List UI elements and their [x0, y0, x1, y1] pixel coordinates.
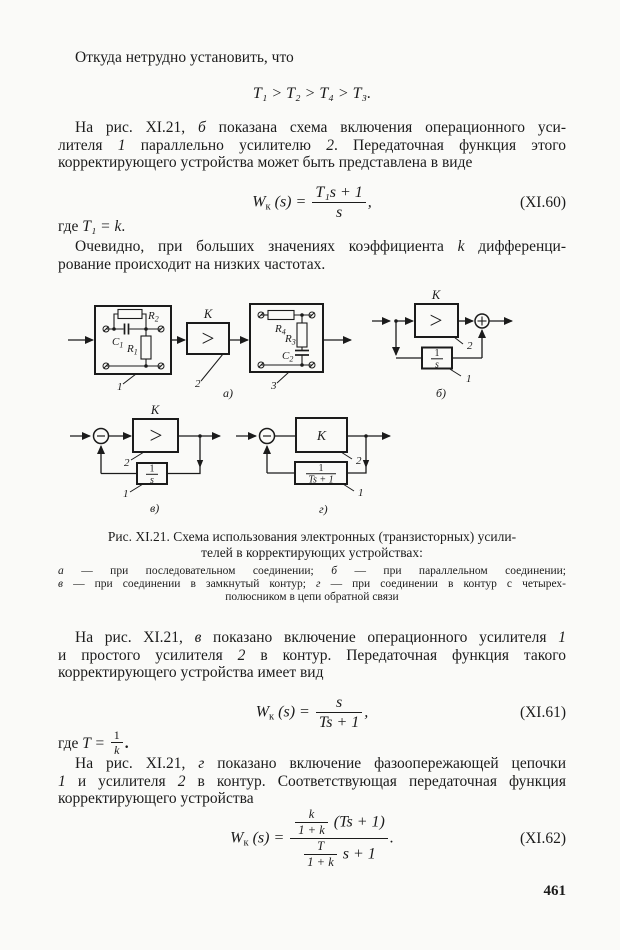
ref-italic: в: [194, 629, 202, 646]
feedback-wire: [167, 436, 200, 474]
caption-detail-line-3: полюсником в цепи обратной связи: [225, 591, 399, 603]
ref-italic: 1: [58, 772, 66, 790]
block-number-1: 1: [123, 488, 129, 500]
block-number-3: 3: [271, 380, 277, 392]
outer-numerator: [290, 808, 388, 839]
capacitor-c2: [295, 351, 309, 366]
resistor-r2: [114, 310, 146, 330]
paragraph-4-line-1: [58, 629, 566, 647]
formula-punct: ,: [367, 193, 372, 211]
ref-italic: 2: [237, 646, 246, 664]
fraction-numerator: T: [304, 840, 336, 855]
text-run: показана схема включения операционного уси-: [205, 119, 566, 136]
equation-number: (XI.61): [519, 703, 566, 721]
text-run: На рис. XI.21,: [75, 119, 199, 136]
outer-denominator: [290, 839, 388, 869]
block-amplifier: [124, 403, 178, 469]
caption-detail-line-2: [58, 578, 566, 591]
text-run: показано включение фазоопережающей цепочки: [204, 755, 566, 772]
amplifier-symbol: >: [201, 326, 215, 351]
figure-xi21: [40, 281, 600, 521]
ref-italic: 2: [326, 136, 334, 154]
caption-line-2: телей в корректирующих устройствах:: [201, 545, 423, 560]
fraction-denominator: k: [114, 743, 120, 757]
gain-label: К: [317, 428, 326, 443]
equation-62-body: [230, 808, 394, 870]
block-amplifier-k: [296, 418, 362, 467]
text-run: — при соединении в замкнутый контур;: [63, 578, 316, 590]
text-run: На рис. XI.21,: [75, 629, 195, 646]
paragraph-3-line-1: [58, 238, 566, 256]
text-run: в контур. Передаточная функция такого: [245, 646, 566, 664]
formula-lhs: (s) =: [270, 193, 311, 211]
subfigure-label-v: в): [150, 501, 160, 515]
label-r1: $R_1$: [127, 343, 138, 357]
outer-fraction: [290, 808, 388, 870]
block-integrator: [123, 463, 167, 500]
ref-italic: б: [198, 119, 206, 136]
text-run: . Передаточная функция этого: [333, 136, 566, 154]
fraction: [316, 694, 362, 732]
ref-italic: 2: [177, 772, 186, 790]
fraction-numerator: k: [295, 808, 327, 823]
text-run: дифференци-: [464, 238, 566, 255]
block-number-1: 1: [358, 487, 364, 499]
inequality-text: T₁ > T₂ > T₄ > T₃.: [252, 85, 372, 102]
formula-punct: ,: [364, 703, 369, 721]
fraction: [312, 184, 365, 222]
paragraph-2: [58, 119, 566, 172]
ref-italic: г: [316, 578, 321, 590]
capacitor-c1: [125, 324, 129, 335]
equation-inequality: [58, 85, 566, 103]
equation-number: (XI.60): [519, 193, 566, 211]
ref-italic: а: [58, 565, 64, 577]
fraction-denominator: 1 + k: [298, 823, 325, 838]
text-run: корректирующего устройства имеет вид: [58, 664, 324, 681]
text-run: — при соединении в контур с четырех-: [320, 578, 566, 590]
resistor-r4: [268, 311, 294, 320]
caption-detail-line-1: [58, 565, 566, 578]
block-number-1: 1: [466, 373, 472, 385]
integrator-numerator: 1: [434, 348, 440, 359]
fraction-denominator: 1 + k: [307, 855, 334, 870]
paragraph-5-line-2: [58, 773, 566, 791]
fraction-numerator: s: [316, 694, 362, 713]
formula-run: s + 1: [338, 845, 376, 863]
formula-lhs: (s) =: [274, 703, 314, 721]
subfigure-label-a: а): [223, 386, 233, 400]
summing-junction-minus: [260, 429, 275, 444]
page-number: 461: [543, 883, 566, 899]
text-run: корректирующего устройства: [58, 790, 254, 807]
paragraph-3-line-2: [58, 256, 566, 274]
lag-numerator: 1: [318, 463, 324, 474]
paragraph-2-line-3: [58, 154, 566, 172]
formula-inline: T =: [82, 735, 109, 752]
integrator-denominator: s: [435, 359, 439, 371]
paragraph-3: [58, 238, 566, 273]
resistor-r1: [141, 329, 151, 366]
ref-italic: 1: [558, 629, 566, 646]
paragraph-4-line-3: [58, 664, 566, 682]
text-run: — при параллельном соединении;: [337, 565, 566, 577]
down-arrowhead: [197, 460, 203, 468]
fraction-numerator: 1: [111, 729, 123, 743]
formula-symbol: W: [252, 193, 266, 211]
block-number-2: 2: [467, 340, 473, 352]
formula-subscript: к: [269, 711, 275, 723]
block-number-1: 1: [117, 381, 123, 393]
text-run: Очевидно, при больших значениях коэффициента: [75, 238, 458, 255]
label-r2: $R_2$: [148, 310, 159, 324]
paragraph-2-line-2: [58, 137, 566, 155]
text-run: параллельно усилителю: [125, 136, 327, 154]
ref-italic: г: [198, 755, 205, 772]
block-amplifier: [415, 288, 473, 352]
subfigure-label-g: г): [319, 502, 328, 516]
paragraph-5-line-3: [58, 790, 566, 808]
text-run: и усилителя: [65, 772, 178, 790]
equation-61-body: [256, 694, 369, 732]
ref-italic: 1: [117, 136, 126, 154]
text-run: На рис. XI.21,: [75, 755, 199, 772]
inner-fraction: [295, 808, 327, 837]
paragraph-5: [58, 755, 566, 808]
ref-italic: k: [457, 238, 465, 255]
equation-number: (XI.62): [519, 829, 566, 847]
equation-62: [58, 808, 566, 870]
formula-inline: T₁ = k: [82, 218, 122, 235]
text-run: корректирующего устройства может быть представлена в виде: [58, 154, 473, 171]
ref-italic: б: [331, 565, 337, 577]
paragraph-4-line-2: [58, 647, 566, 665]
summing-junction-minus: [94, 429, 109, 444]
formula-lhs: (s) =: [248, 829, 289, 847]
block-number-2: 2: [356, 455, 362, 467]
block-amplifier-2: [187, 307, 229, 390]
text-run: .: [124, 735, 129, 752]
text-run: лителя: [58, 136, 118, 154]
text-run: где: [58, 735, 83, 752]
resistor-r3: [297, 315, 307, 351]
diagram-g: [236, 418, 390, 516]
label-c1: $C_1$: [112, 336, 124, 350]
gain-label: К: [431, 288, 441, 302]
text-run: в контур. Соответствующая передаточная функция: [185, 772, 566, 790]
fraction-denominator: Ts + 1: [318, 714, 360, 732]
subfigure-label-b: б): [436, 386, 447, 400]
formula-symbol: W: [230, 829, 244, 847]
inner-fraction: [304, 840, 336, 869]
block-integrator: [422, 348, 472, 386]
equation-61: [58, 694, 566, 732]
where-clause-61: [58, 729, 566, 756]
paragraph-5-line-1: [58, 755, 566, 773]
ref-italic: в: [58, 578, 63, 590]
caption-line-1: Рис. XI.21. Схема использования электронных (транзисторных) усили-: [107, 529, 517, 544]
formula-punct: .: [389, 829, 394, 847]
block-network-1: [95, 306, 171, 393]
fraction-numerator: T₁s + 1: [312, 184, 365, 203]
equation-60: [58, 184, 566, 222]
label-r4: $R_4$: [275, 323, 286, 337]
down-arrowhead: [363, 460, 369, 468]
formula-symbol: W: [255, 703, 270, 721]
fraction-denominator: s: [335, 204, 343, 222]
paragraph-2-line-1: [58, 119, 566, 137]
label-r3: $R_3$: [285, 333, 296, 347]
figure-caption: [58, 529, 566, 561]
figure-caption-details: [58, 565, 566, 604]
integrator-numerator: 1: [149, 463, 155, 475]
text-run: — при последовательном соединении;: [63, 565, 332, 577]
amplifier-symbol: >: [429, 308, 443, 333]
fraction: [111, 729, 123, 756]
text-run: где: [58, 218, 83, 235]
summing-junction: [475, 314, 489, 328]
block-number-2: 2: [195, 378, 201, 390]
paragraph-4: [58, 629, 566, 682]
block-number-2: 2: [124, 457, 130, 469]
diagram-v: [70, 403, 220, 515]
text-run: .: [121, 218, 126, 235]
block-lag-network: [295, 462, 364, 499]
formula-subscript: к: [243, 837, 249, 849]
gain-label: К: [150, 403, 160, 417]
paragraph-1-text: Откуда нетрудно установить, что: [75, 49, 294, 66]
block-network-3: [250, 304, 323, 392]
equation-60-body: [252, 184, 372, 222]
amplifier-symbol: >: [149, 423, 163, 448]
integrator-denominator: s: [150, 475, 154, 486]
formula-subscript: к: [265, 201, 271, 213]
diagram-a: [68, 304, 351, 400]
lag-denominator: Ts + 1: [308, 474, 334, 486]
text-run: и простого усилителя: [58, 646, 238, 664]
formula-run: (Ts + 1): [329, 813, 385, 831]
gain-label: К: [203, 307, 213, 321]
text-run: показано включение операционного усилителя: [201, 629, 559, 646]
paragraph-1: [58, 49, 566, 67]
where-clause-60: [58, 218, 566, 236]
text-run: рование происходит на низких частотах.: [58, 255, 326, 273]
label-c2: $C_2$: [282, 350, 294, 364]
diagram-b: [372, 288, 512, 400]
